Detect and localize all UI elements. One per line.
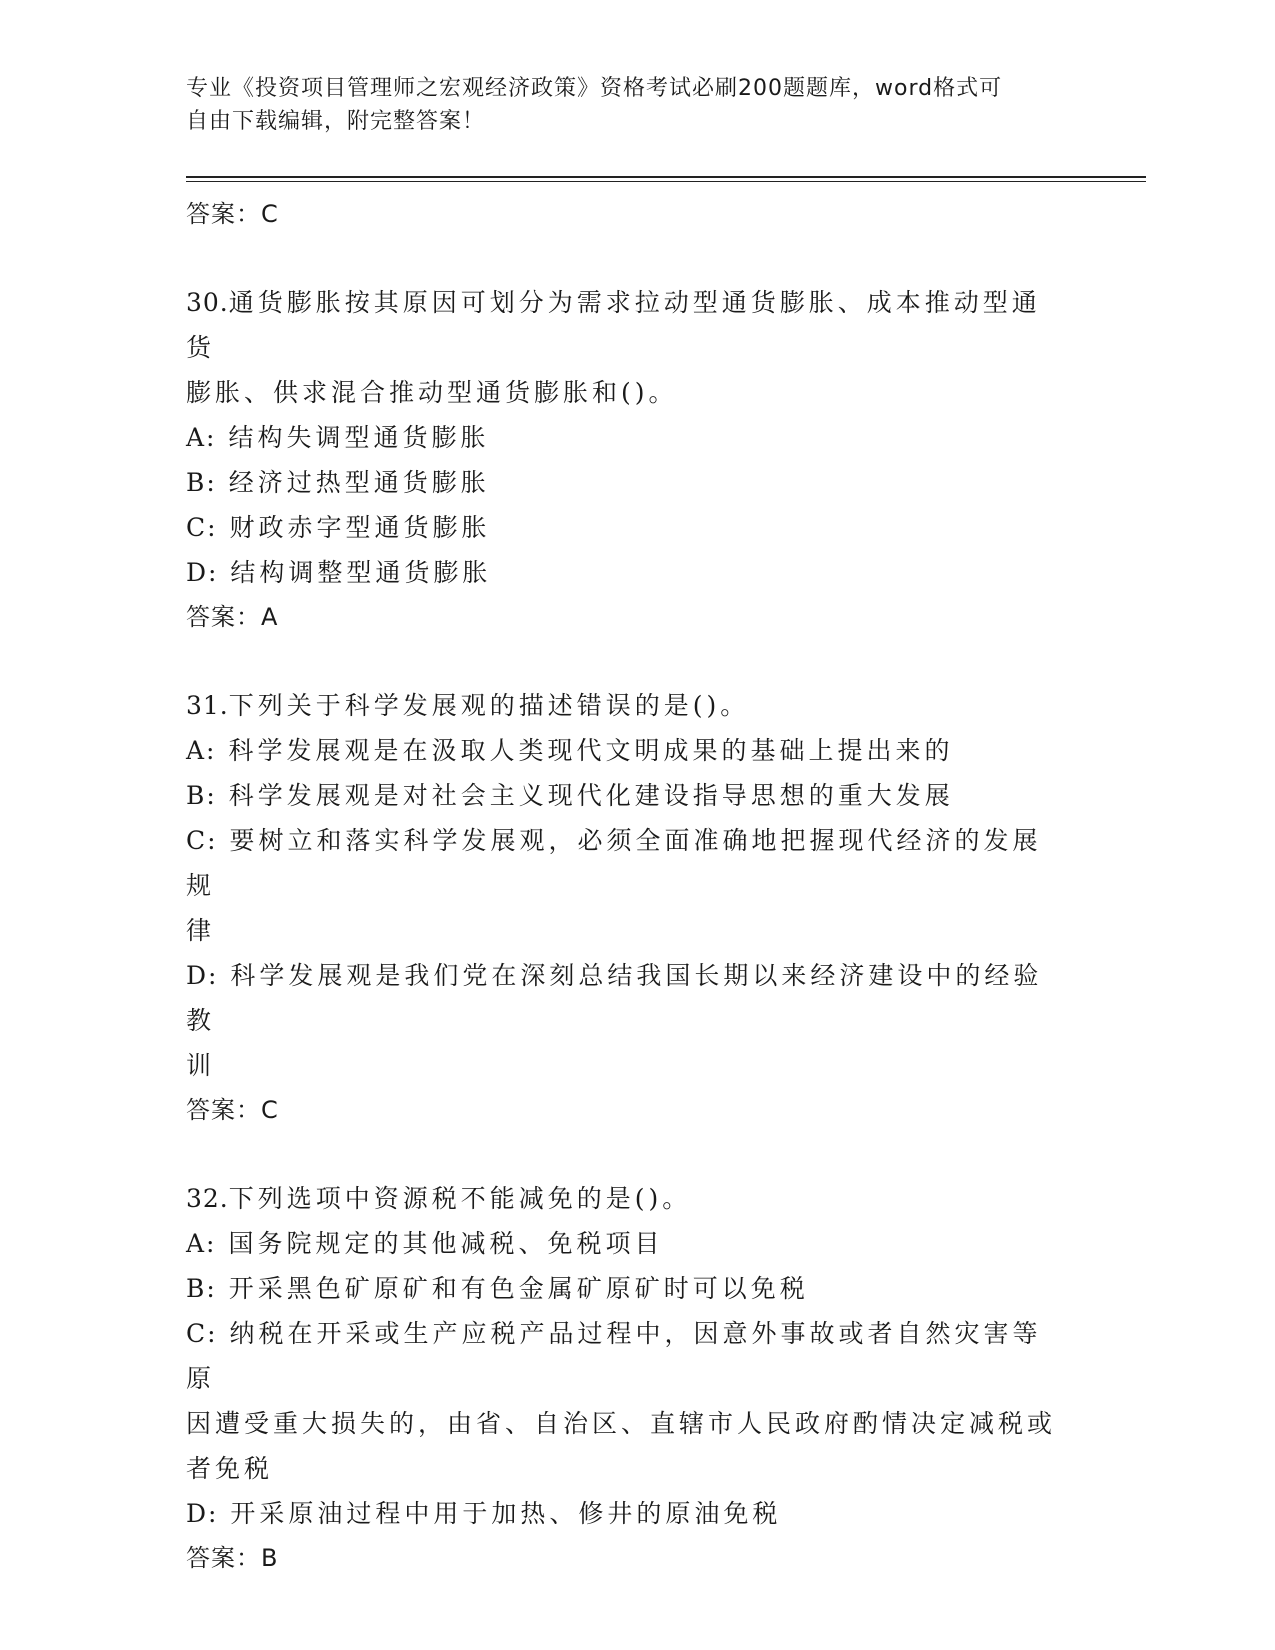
option-label: A: <box>186 423 217 452</box>
option-text: 科学发展观是在汲取人类现代文明成果的基础上提出来的 <box>228 736 954 765</box>
stem-text: 通货膨胀按其原因可划分为需求拉动型通货膨胀、成本推动型通货 <box>186 288 1041 362</box>
option-text: 经济过热型通货膨胀 <box>228 468 490 497</box>
document-header <box>186 72 1066 138</box>
question-stem <box>186 280 1066 370</box>
option-a <box>186 415 1066 460</box>
answer: 答案：A <box>186 603 279 631</box>
option-text: 国务院规定的其他减税、免税项目 <box>228 1229 664 1258</box>
question-32 <box>186 1176 1066 1580</box>
option-b <box>186 773 1066 818</box>
option-label: C: <box>186 826 218 855</box>
option-label: D: <box>186 558 219 587</box>
option-label: C: <box>186 513 218 542</box>
option-text: 要树立和落实科学发展观，必须全面准确地把握现代经济的发展规 <box>186 826 1042 900</box>
previous-answer: 答案：C <box>186 200 279 228</box>
option-c <box>186 1311 1066 1401</box>
option-b <box>186 1266 1066 1311</box>
header-divider-thin <box>186 181 1146 182</box>
stem-text: 下列关于科学发展观的描述错误的是()。 <box>228 691 750 720</box>
option-label: D: <box>186 1499 219 1528</box>
option-c-continuation-2: 者免税 <box>186 1454 274 1483</box>
option-b <box>186 460 1066 505</box>
option-c <box>186 505 1066 550</box>
question-31 <box>186 683 1066 1132</box>
question-30 <box>186 280 1066 639</box>
stem-continuation: 膨胀、供求混合推动型通货膨胀和()。 <box>186 378 678 407</box>
option-text: 科学发展观是对社会主义现代化建设指导思想的重大发展 <box>228 781 954 810</box>
option-label: B: <box>186 781 217 810</box>
option-text: 结构调整型通货膨胀 <box>230 558 492 587</box>
question-stem <box>186 683 1066 728</box>
header-divider-thick <box>186 176 1146 178</box>
answer: 答案：C <box>186 1096 279 1124</box>
option-text: 结构失调型通货膨胀 <box>228 423 490 452</box>
option-a <box>186 1221 1066 1266</box>
option-label: D: <box>186 961 219 990</box>
option-c-continuation: 因遭受重大损失的，由省、自治区、直辖市人民政府酌情决定减税或 <box>186 1409 1057 1438</box>
header-line-1: 专业《投资项目管理师之宏观经济政策》资格考试必刷200题题库，word格式可 <box>186 76 1003 101</box>
option-label: B: <box>186 468 217 497</box>
option-text: 纳税在开采或生产应税产品过程中，因意外事故或者自然灾害等原 <box>186 1319 1042 1393</box>
option-text: 开采黑色矿原矿和有色金属矿原矿时可以免税 <box>228 1274 809 1303</box>
option-label: A: <box>186 736 217 765</box>
stem-text: 下列选项中资源税不能减免的是()。 <box>228 1184 692 1213</box>
option-c <box>186 818 1066 908</box>
option-d <box>186 1491 1066 1536</box>
question-number: 30. <box>186 288 229 317</box>
answer: 答案：B <box>186 1544 279 1572</box>
question-stem <box>186 1176 1066 1221</box>
question-number: 31. <box>186 691 229 720</box>
option-text: 财政赤字型通货膨胀 <box>229 513 491 542</box>
option-c-continuation: 律 <box>186 916 216 945</box>
option-label: B: <box>186 1274 217 1303</box>
option-d <box>186 953 1066 1043</box>
option-label: C: <box>186 1319 218 1348</box>
question-number: 32. <box>186 1184 229 1213</box>
option-text: 开采原油过程中用于加热、修井的原油免税 <box>230 1499 782 1528</box>
option-d <box>186 550 1066 595</box>
option-label: A: <box>186 1229 217 1258</box>
option-d-continuation: 训 <box>186 1051 216 1080</box>
option-a <box>186 728 1066 773</box>
question-list <box>186 186 1066 1580</box>
option-text: 科学发展观是我们党在深刻总结我国长期以来经济建设中的经验教 <box>186 961 1043 1035</box>
header-line-2: 自由下载编辑，附完整答案！ <box>186 109 486 134</box>
